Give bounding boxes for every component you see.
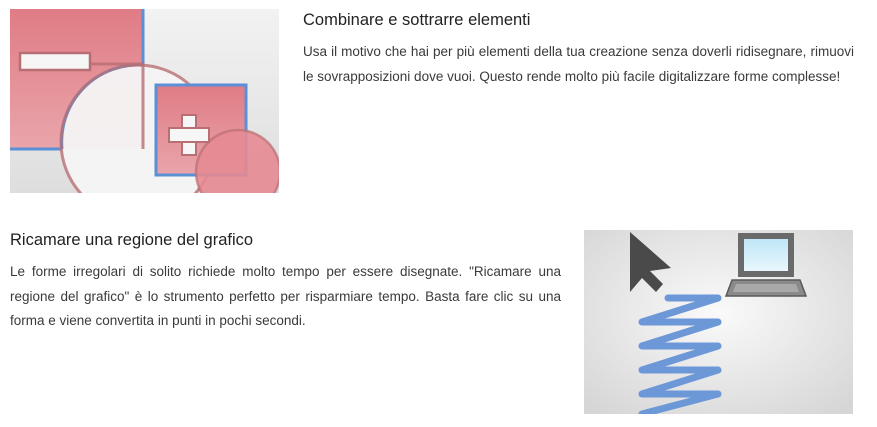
feature-title: Ricamare una regione del grafico [10,231,254,249]
embroider-region-illustration [584,230,853,414]
feature-description: Usa il motivo che hai per più elementi della tua creazione senza doverli ridisegnare, rimuovi le sovrapposizioni dove vuoi. Questo rende molto più facile digitalizzare forme complesse! [303,44,854,84]
combine-subtract-illustration [10,9,279,193]
feature-title: Combinare e sottrarre elementi [303,11,531,29]
laptop-icon [726,233,806,296]
feature-description: Le forme irregolari di solito richiede molto tempo per essere disegnate. "Ricamare una regione del grafico" è lo strumento perfetto per risparmiare tempo. Basta fare clic su una forma e viene convertita in punti in pochi secondi. [10,264,561,328]
